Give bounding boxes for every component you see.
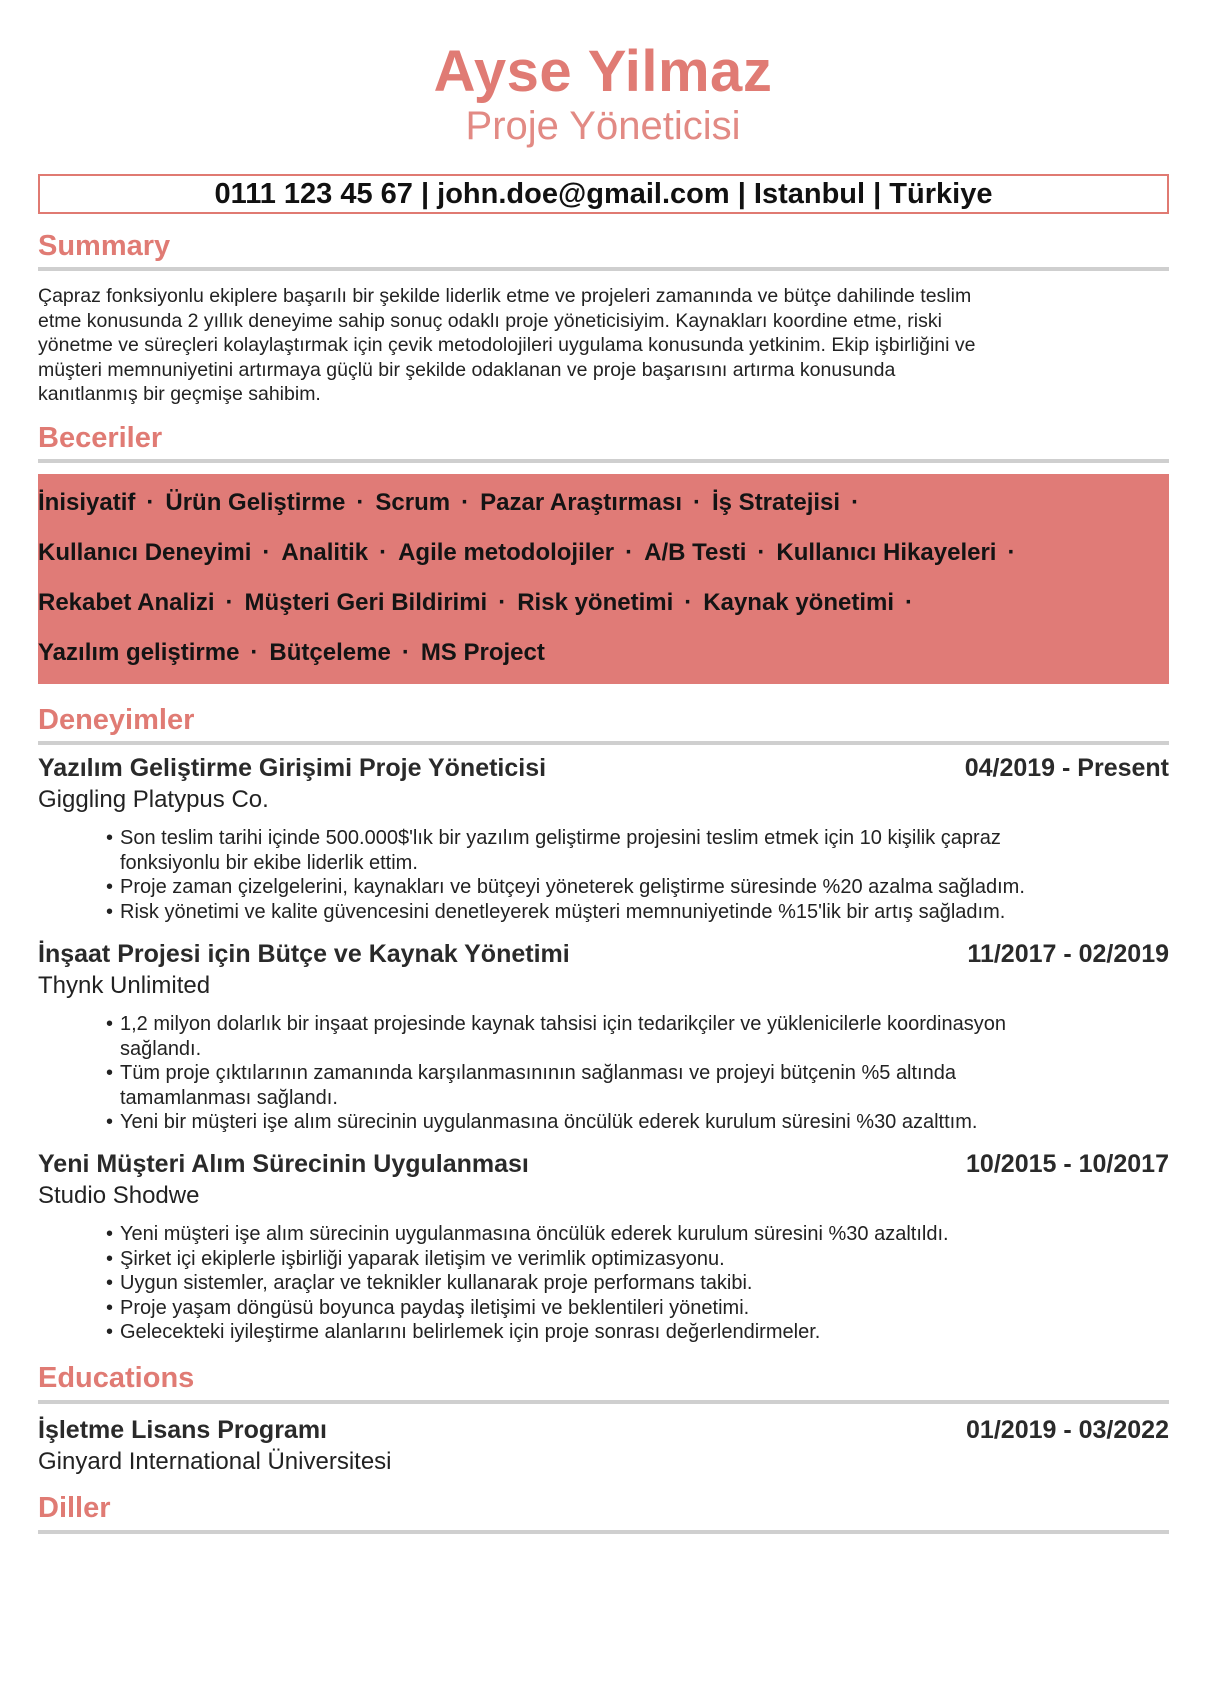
list-item [106,900,1166,925]
skill-tag: Müşteri Geri Bildirimi [244,589,488,616]
section-title-education: Educations [38,1362,195,1394]
skill-separator: · [905,589,913,616]
skills-row [38,478,1169,528]
education-school: Ginyard International Üniversitesi [38,1448,392,1475]
summary-line: Çapraz fonksiyonlu ekiplere başarılı bir şekilde liderlik etme ve projeleri zamanında ve bütçe dahilinde teslim [38,285,972,307]
skill-tag: Kullanıcı Hikayeleri [776,539,997,566]
skills-row [38,578,1169,628]
job-title: Yazılım Geliştirme Girişimi Proje Yöneticisi [38,754,547,782]
skill-tag: Kaynak yönetimi [703,589,894,616]
section-rule [38,741,1169,745]
education-title: İşletme Lisans Programı [38,1416,328,1444]
skill-separator: · [684,589,693,616]
skill-separator: · [401,639,410,666]
bullet-line: Tüm proje çıktılarının zamanında karşılanmasınının sağlanması ve projeyi bütçenin %5 altında [120,1062,956,1084]
list-item [106,1061,1166,1110]
skill-tag: Pazar Araştırması [480,489,682,516]
job-company: Thynk Unlimited [38,972,211,999]
skill-tag: Yazılım geliştirme [38,639,240,666]
section-rule [38,1530,1169,1534]
skill-tag: Agile metodolojiler [398,539,615,566]
section-title-skills: Beceriler [38,422,163,454]
job-title: İnşaat Projesi için Bütçe ve Kaynak Yönetimi [38,940,570,968]
skill-tag: Analitik [281,539,369,566]
job-company: Studio Shodwe [38,1182,200,1209]
list-item [106,1296,1166,1321]
job-bullets [106,826,1166,924]
skill-separator: · [851,489,860,516]
section-rule [38,459,1169,463]
bullet-line: Son teslim tarihi içinde 500.000$'lık bir yazılım geliştirme projesini teslim etmek için 10 kişilik çapraz [120,827,1001,849]
bullet-line: Gelecekteki iyileştirme alanlarını belirlemek için proje sonrası değerlendirmeler. [120,1321,821,1343]
list-item [106,1320,1166,1345]
summary-line: yönetme ve süreçleri kolaylaştırmak için çevik metodolojileri uygulama konusunda yetkinim. Ekip işbirliğini ve [38,334,976,356]
skill-separator: · [498,589,507,616]
list-item [106,826,1166,875]
job-date: 11/2017 - 02/2019 [967,940,1169,968]
skill-tag: Bütçeleme [269,639,391,666]
bullet-line: Uygun sistemler, araçlar ve teknikler kullanarak proje performans takibi. [120,1272,753,1294]
skill-tag: Risk yönetimi [517,589,674,616]
summary-line: etme konusunda 2 yıllık deneyime sahip sonuç odaklı proje yöneticisiyim. Kaynakları koordine etme, riski [38,309,942,332]
skills-row [38,528,1169,578]
skill-tag: Rekabet Analizi [38,589,215,616]
list-item [106,1222,1166,1247]
contact-bar: 0111 123 45 67 | john.doe@gmail.com | Istanbul | Türkiye [38,174,1169,214]
skill-tag: Kullanıcı Deneyimi [38,539,252,566]
job-title: Yeni Müşteri Alım Sürecinin Uygulanması [38,1150,529,1178]
job-date: 04/2019 - Present [964,754,1169,782]
skill-separator: · [250,639,259,666]
skills-row [38,628,1169,678]
summary-line: müşteri memnuniyetini artırmaya güçlü bir şekilde odaklanan ve proje başarısını artırma konusunda [38,358,896,381]
skill-tag: Ürün Geliştirme [165,489,346,516]
skill-separator: · [356,489,365,516]
summary-line: kanıtlanmış bir geçmişe sahibim. [38,383,321,405]
skill-separator: · [146,489,155,516]
skill-separator: · [461,489,470,516]
skill-tag: Scrum [375,489,451,516]
skill-separator: · [757,539,766,566]
section-rule [38,267,1169,271]
candidate-name: Ayse Yilmaz [433,39,773,104]
bullet-line: fonksiyonlu bir ekibe liderlik ettim. [120,851,418,874]
bullet-line: Proje zaman çizelgelerini, kaynakları ve bütçeyi yöneterek geliştirme süresinde %20 azalma sağladım. [120,876,1025,898]
bullet-line: 1,2 milyon dolarlık bir inşaat projesinde kaynak tahsisi için tedarikçiler ve yüklenicilerle koordinasyon [120,1013,1006,1035]
skill-separator: · [225,589,234,616]
bullet-line: Proje yaşam döngüsü boyunca paydaş iletişimi ve beklentileri yönetimi. [120,1296,750,1319]
candidate-role: Proje Yöneticisi [465,104,741,148]
section-title-languages: Diller [38,1492,111,1524]
skill-separator: · [262,539,271,566]
skill-tag: İş Stratejisi [712,489,841,516]
job-bullets [106,1012,1166,1135]
bullet-line: sağlandı. [120,1037,202,1060]
education-date: 01/2019 - 03/2022 [966,1416,1169,1444]
bullet-line: Şirket içi ekiplerle işbirliği yaparak iletişim ve verimlik optimizasyonu. [120,1247,725,1270]
skill-tag: MS Project [420,639,545,666]
skill-tag: A/B Testi [644,539,747,566]
summary-text [38,284,1169,407]
bullet-line: Yeni bir müşteri işe alım sürecinin uygulanmasına öncülük ederek kurulum süresini %30 azalttım. [120,1111,978,1133]
list-item [106,1012,1166,1061]
list-item [106,875,1166,900]
skills-block [38,474,1169,684]
list-item [106,1247,1166,1272]
skill-separator: · [379,539,388,566]
bullet-line: Yeni müşteri işe alım sürecinin uygulanmasına öncülük ederek kurulum süresini %30 azaltıldı. [120,1223,949,1245]
bullet-line: Risk yönetimi ve kalite güvencesini denetleyerek müşteri memnuniyetinde %15'lik bir artış sağladım. [120,900,1006,923]
skill-tag: İnisiyatif [38,489,136,516]
skill-separator: · [693,489,701,516]
job-bullets [106,1222,1166,1345]
list-item [106,1271,1166,1296]
skill-separator: · [625,539,634,566]
section-rule [38,1400,1169,1404]
section-title-experience: Deneyimler [38,704,195,736]
skill-separator: · [1007,539,1016,566]
section-title-summary: Summary [38,230,171,262]
list-item [106,1110,1166,1135]
job-company: Giggling Platypus Co. [38,786,269,813]
job-date: 10/2015 - 10/2017 [966,1150,1169,1178]
bullet-line: tamamlanması sağlandı. [120,1086,338,1109]
